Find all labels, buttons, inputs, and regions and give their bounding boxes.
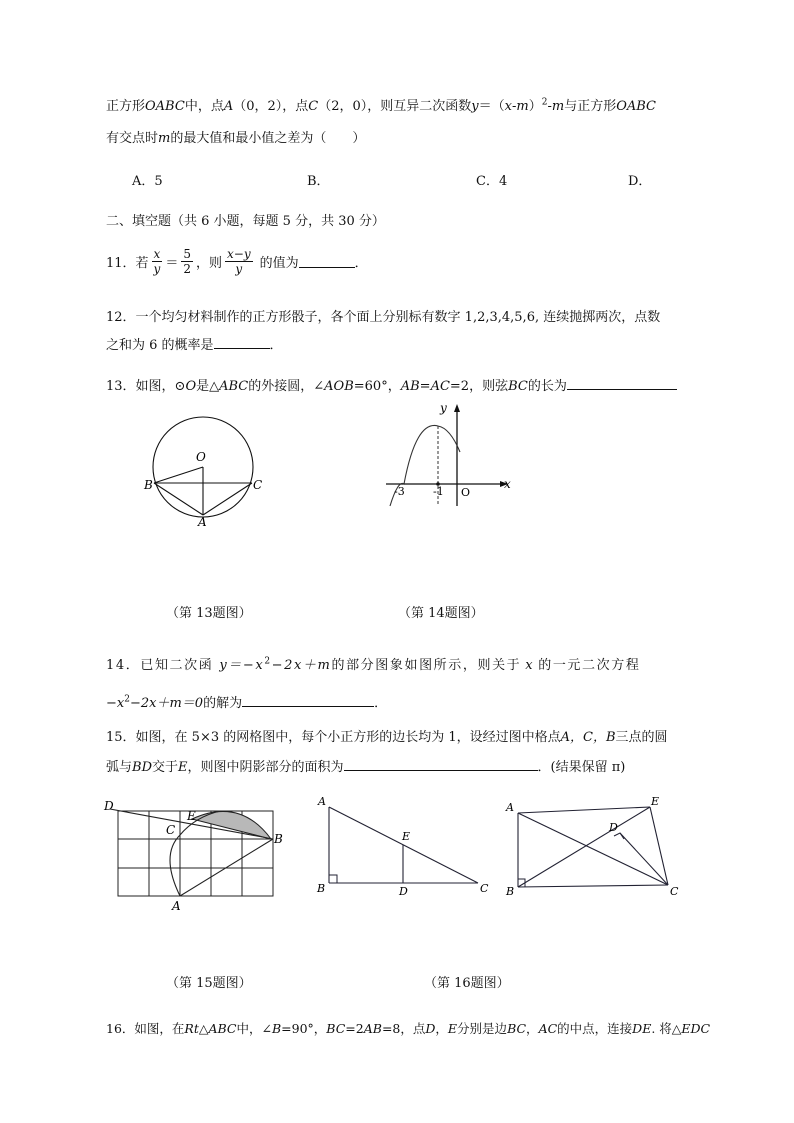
text: 14．已知二次函 [106,658,214,673]
text: - [547,99,552,114]
text: −x [106,696,125,711]
text: 交于 [152,760,179,775]
q15-line2 [106,756,625,775]
text: . 将△ [651,1021,682,1036]
shaded-region [192,811,271,839]
answer-blank[interactable] [567,377,677,390]
text: OABC [616,99,657,114]
text: - [511,99,517,114]
answer-blank[interactable] [299,255,355,268]
text: ） [528,99,542,114]
label-a: A [198,515,207,529]
label-a: A [318,795,326,808]
answer-blank[interactable] [214,336,270,349]
caption-13: （第 13题图） [166,606,252,621]
text: 的外接圆，∠ [248,379,325,394]
q10-option-b: B． [307,174,330,189]
text: y [153,262,161,276]
text: = [419,379,431,394]
q14-line1 [106,654,640,673]
label-a: A [172,899,181,913]
q10-option-d: D． [628,174,652,189]
label-d: D [399,885,408,898]
text: ． [354,256,368,271]
figure-16b [500,795,690,905]
text: =2 [345,1021,364,1036]
text: 有交点时 [106,131,159,146]
text: 是△ [196,379,220,394]
q15-line1 [106,726,668,745]
text: 三点的圆 [615,730,668,745]
y-axis-arrow [454,404,460,412]
text: E [447,1021,458,1036]
text: m [551,99,565,114]
label-c: C [670,885,679,898]
text: Rt [184,1021,199,1036]
fraction-xy-over-y [225,247,253,276]
text: ＝ [165,256,179,271]
caption-16: （第 16题图） [424,976,510,991]
text: ．(结果保留 π) [537,760,626,775]
text: C [308,99,319,114]
text: 中，点 [184,99,224,114]
label-e: E [651,795,660,808]
text: ， [435,1021,448,1036]
text: O [185,379,197,394]
text: 2 [541,97,548,108]
label-d: D [104,799,114,813]
text: =2，则弦 [449,379,509,394]
label-minus-1: -1 [433,485,444,498]
text: y [235,262,243,276]
text: BC [508,379,528,394]
answer-blank[interactable] [242,694,374,707]
fraction-5-over-2 [181,247,193,276]
text: x−y [227,247,251,261]
text: 与正方形 [564,99,617,114]
fraction-x-over-y [152,247,163,276]
text: B [271,1021,282,1036]
text: 2 [124,694,130,705]
label-origin: O [461,486,471,499]
segment-ec [650,807,668,885]
segment-cd [620,833,668,885]
text: OABC [145,99,185,114]
text: x [504,99,512,114]
label-c: C [480,882,489,895]
text: 中，∠ [236,1021,272,1036]
text: A，C，B [560,730,616,745]
text: BC [326,1021,346,1036]
text: 2 [264,656,272,667]
text: ABC [219,379,249,394]
text: BD [132,760,152,775]
text: m [158,131,171,146]
text: D [425,1021,436,1036]
text: AB [363,1021,382,1036]
label-e: E [402,830,411,843]
text: 16．如图，在 [106,1021,185,1036]
caption-15: （第 15题图） [166,976,252,991]
text: 的一元二次方程 [538,658,641,673]
segment-ac [518,813,668,885]
text: 15．如图，在 5×3 的网格图中，每个小正方形的边长均为 1，设经过图中格点 [106,730,561,745]
label-x: x [504,477,511,491]
q10-option-a: A．5 [132,174,163,189]
segment-bc [518,885,668,887]
text: 5 [183,247,191,261]
text: AC [430,379,450,394]
q14-line2 [106,692,387,711]
text: ，则 [195,256,222,271]
q10-option-c: C．4 [476,174,508,189]
text: =8，点 [381,1021,426,1036]
text: 的值为 [259,256,299,271]
label-minus-3: -3 [394,485,405,498]
text: −2x＋m＝0 [129,696,204,711]
label-b: B [317,882,326,895]
segment-ob [154,467,203,483]
text: A [223,99,234,114]
label-a: A [506,801,514,814]
text: 正方形 [106,99,146,114]
figure-13 [140,405,270,530]
text: ． [269,338,283,353]
text: △ [198,1021,209,1036]
figure-15 [100,795,295,915]
text: y＝−x [219,658,265,673]
text: AB [400,379,420,394]
text: 的部分图象如图所示，则关于 [331,658,522,673]
label-y: y [440,401,447,415]
label-e: E [187,809,196,823]
figure-16a [310,795,495,900]
text: （0，2），点 [233,99,309,114]
text: （2，0），则互异二次函数 [318,99,472,114]
q11 [106,247,368,276]
text: 2 [183,262,191,276]
q12-line1: 12．一个均匀材料制作的正方形骰子，各个面上分别标有数字 1,2,3,4,5,6, 连续抛掷两次，点数 [106,310,661,325]
text: EDC [681,1021,711,1036]
label-b: B [506,885,515,898]
q16 [106,1019,710,1037]
text: =60°， [353,379,401,394]
segment-be [518,807,650,887]
text: y [471,99,479,114]
text: −2x＋m [271,658,332,673]
answer-blank[interactable] [344,758,538,771]
label-o: O [196,450,206,464]
section-heading: 二、填空题（共 6 小题，每题 5 分，共 30 分） [106,214,385,229]
text: 分别是边 [457,1021,508,1036]
label-c: C [166,823,176,837]
q13 [106,375,677,394]
figure-14 [380,400,520,512]
text: AC [538,1021,558,1036]
q10-line2 [106,127,365,146]
text: ，则图中阴影部分的面积为 [187,760,344,775]
text: ， [526,1021,539,1036]
text: 之和为 6 的概率是 [106,338,214,353]
q12-line2 [106,334,283,353]
text: DE [632,1021,652,1036]
label-b: B [144,478,153,492]
text: m [516,99,529,114]
text: 13．如图，⊙ [106,379,186,394]
q10-line1 [106,95,656,114]
label-d: D [609,821,618,834]
text: x [525,658,535,673]
label-c: C [253,478,263,492]
text: AOB [324,379,354,394]
text: BC [507,1021,527,1036]
text: 的最大值和最小值之差为（ ） [170,131,366,146]
label-b: B [274,832,283,846]
text: ． [374,696,388,711]
segment-ae [518,807,650,813]
text: 的解为 [203,696,243,711]
text: ABC [208,1021,237,1036]
text: E [178,760,188,775]
text: 的长为 [527,379,567,394]
text: x [153,247,161,261]
text: =90°， [281,1021,327,1036]
text: ＝（ [478,99,505,114]
text: 的中点，连接 [557,1021,633,1036]
text: 11．若 [106,256,149,271]
text: 弧与 [106,760,133,775]
right-angle-mark [329,875,337,883]
caption-14: （第 14题图） [398,606,484,621]
